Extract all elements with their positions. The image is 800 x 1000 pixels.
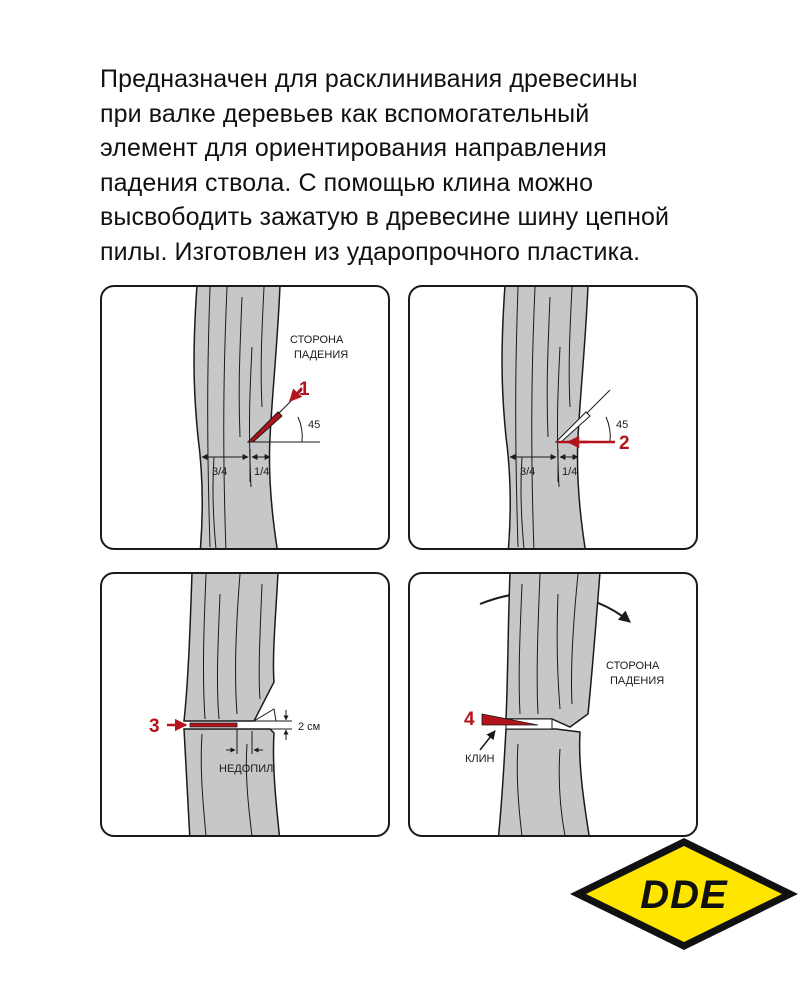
step-number: 2 bbox=[619, 433, 630, 454]
angle-label: 45 bbox=[616, 419, 629, 431]
step-number: 4 bbox=[464, 709, 475, 730]
step-4-panel bbox=[408, 572, 698, 837]
step-2-panel bbox=[408, 285, 698, 550]
step-number: 3 bbox=[149, 716, 160, 737]
step-4-diagram bbox=[410, 574, 698, 837]
depth-label: 3/4 bbox=[520, 466, 536, 478]
description-line: элемент для ориентирования направления bbox=[100, 134, 607, 162]
fall-side-label: ПАДЕНИЯ bbox=[294, 349, 349, 361]
gap-label: 2 см bbox=[298, 721, 321, 733]
fall-side-label: СТОРОНА bbox=[606, 660, 660, 672]
description-text bbox=[100, 62, 700, 269]
angle-arc bbox=[298, 417, 302, 442]
description-line: высвободить зажатую в древесине шину цепной bbox=[100, 203, 670, 231]
tree-trunk-lower bbox=[184, 729, 280, 837]
wedge-pointer bbox=[480, 731, 495, 750]
tree-trunk-lower bbox=[498, 729, 590, 837]
description-line: Предназначен для расклинивания древесины bbox=[100, 65, 638, 93]
step-1-panel bbox=[100, 285, 390, 550]
step-3-diagram bbox=[102, 574, 390, 837]
back-cut bbox=[190, 723, 237, 727]
logo-text: DDE bbox=[640, 873, 728, 917]
tree-trunk bbox=[194, 287, 280, 550]
step-3-panel bbox=[100, 572, 390, 837]
depth-label: 1/4 bbox=[562, 466, 578, 478]
hinge-label: НЕДОПИЛ bbox=[219, 763, 274, 775]
tree-trunk-upper bbox=[184, 574, 278, 721]
depth-label: 1/4 bbox=[254, 466, 270, 478]
dde-logo bbox=[568, 836, 800, 952]
step-1-diagram bbox=[102, 287, 390, 550]
fall-side-label: СТОРОНА bbox=[290, 334, 344, 346]
description-line: пилы. Изготовлен из ударопрочного пластика. bbox=[100, 237, 641, 266]
description-line: при валке деревьев как вспомогательный bbox=[100, 99, 590, 128]
tree-trunk bbox=[502, 287, 588, 550]
step-2-diagram bbox=[410, 287, 698, 550]
wedge-label: КЛИН bbox=[465, 753, 495, 765]
description-line: падения ствола. С помощью клина можно bbox=[100, 168, 594, 197]
angle-arc bbox=[606, 417, 610, 442]
fall-side-label: ПАДЕНИЯ bbox=[610, 675, 665, 687]
step-number: 1 bbox=[299, 379, 310, 400]
angle-label: 45 bbox=[308, 419, 321, 431]
depth-label: 3/4 bbox=[212, 466, 228, 478]
